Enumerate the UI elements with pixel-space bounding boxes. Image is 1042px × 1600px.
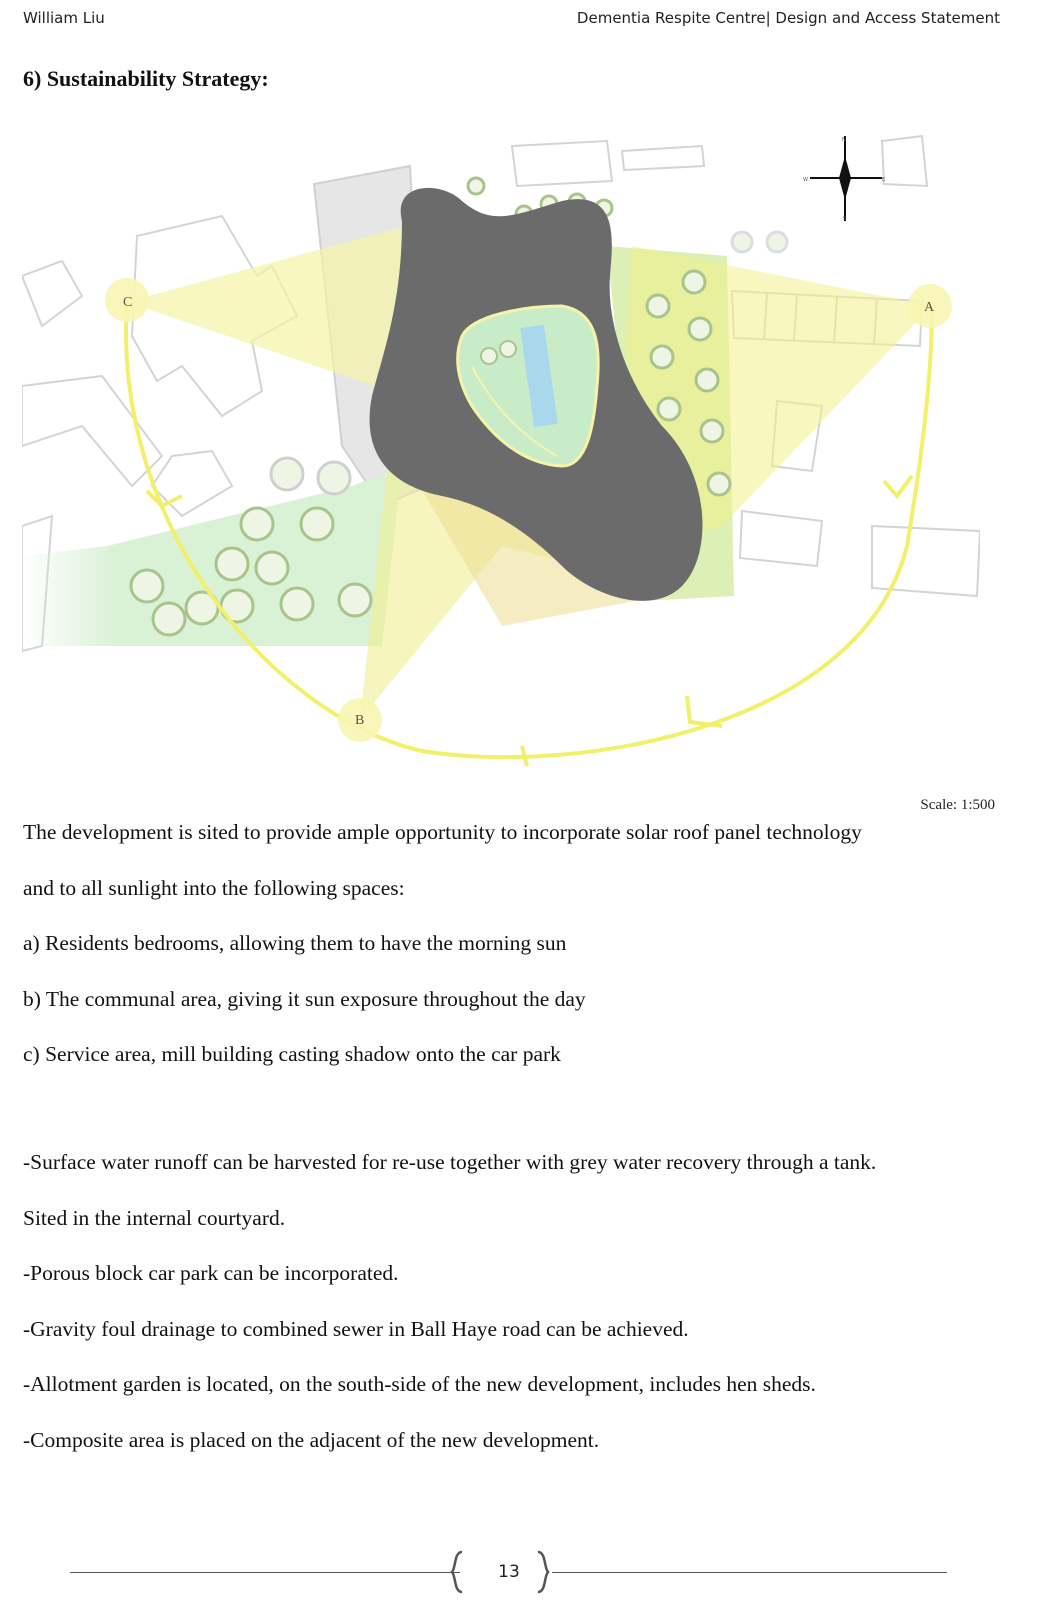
compass-w: W — [803, 177, 808, 183]
bullet-3: -Gravity foul drainage to combined sewer in Ball Haye road can be achieved. — [23, 1316, 689, 1341]
bullet-1-line-1: -Surface water runoff can be harvested for re-use together with grey water recovery through a tank. — [23, 1150, 877, 1174]
bullet-1-line-2: Sited in the internal courtyard. — [23, 1205, 286, 1230]
sun-point-a — [908, 284, 952, 328]
footer-rule-right — [552, 1572, 947, 1573]
sun-point-c-label: C — [123, 295, 133, 310]
sun-point-a-label: A — [924, 300, 935, 315]
bullet-4: -Allotment garden is located, on the south-side of the new development, includes hen sheds. — [23, 1372, 816, 1396]
page-footer — [0, 1548, 1042, 1596]
header-document-title: Dementia Respite Centre| Design and Access Statement — [576, 9, 1000, 27]
list-item-a: a) Residents bedrooms, allowing them to have the morning sun — [23, 931, 567, 955]
bullet-2: -Porous block car park can be incorporated. — [23, 1261, 399, 1285]
header-author: William Liu — [23, 9, 105, 27]
sun-point-c — [105, 278, 149, 322]
scale-label: Scale: 1:500 — [920, 797, 995, 813]
body-text — [23, 812, 1013, 1475]
page-number-bracket-left-icon — [450, 1548, 464, 1596]
sun-point-b — [338, 698, 382, 742]
bullet-5: -Composite area is placed on the adjacent of the new development. — [23, 1427, 600, 1452]
compass-n: N — [842, 137, 846, 143]
list-item-c: c) Service area, mill building casting shadow onto the car park — [23, 1042, 561, 1066]
sun-point-b-label: B — [355, 713, 365, 728]
list-item-b: b) The communal area, giving it sun exposure throughout the day — [23, 986, 586, 1011]
page-number-bracket-right-icon — [536, 1548, 550, 1596]
site-plan-diagram — [22, 126, 980, 792]
intro-line-2: and to all sunlight into the following spaces: — [23, 875, 405, 900]
footer-rule-left — [70, 1572, 460, 1573]
intro-line-1: The development is sited to provide ample opportunity to incorporate solar roof panel technology — [23, 820, 862, 844]
page-number: 13 — [498, 1562, 520, 1582]
section-title: 6) Sustainability Strategy: — [23, 66, 269, 91]
compass-e: E — [882, 177, 886, 183]
compass-s: S — [843, 216, 847, 222]
north-compass-icon — [803, 136, 885, 222]
